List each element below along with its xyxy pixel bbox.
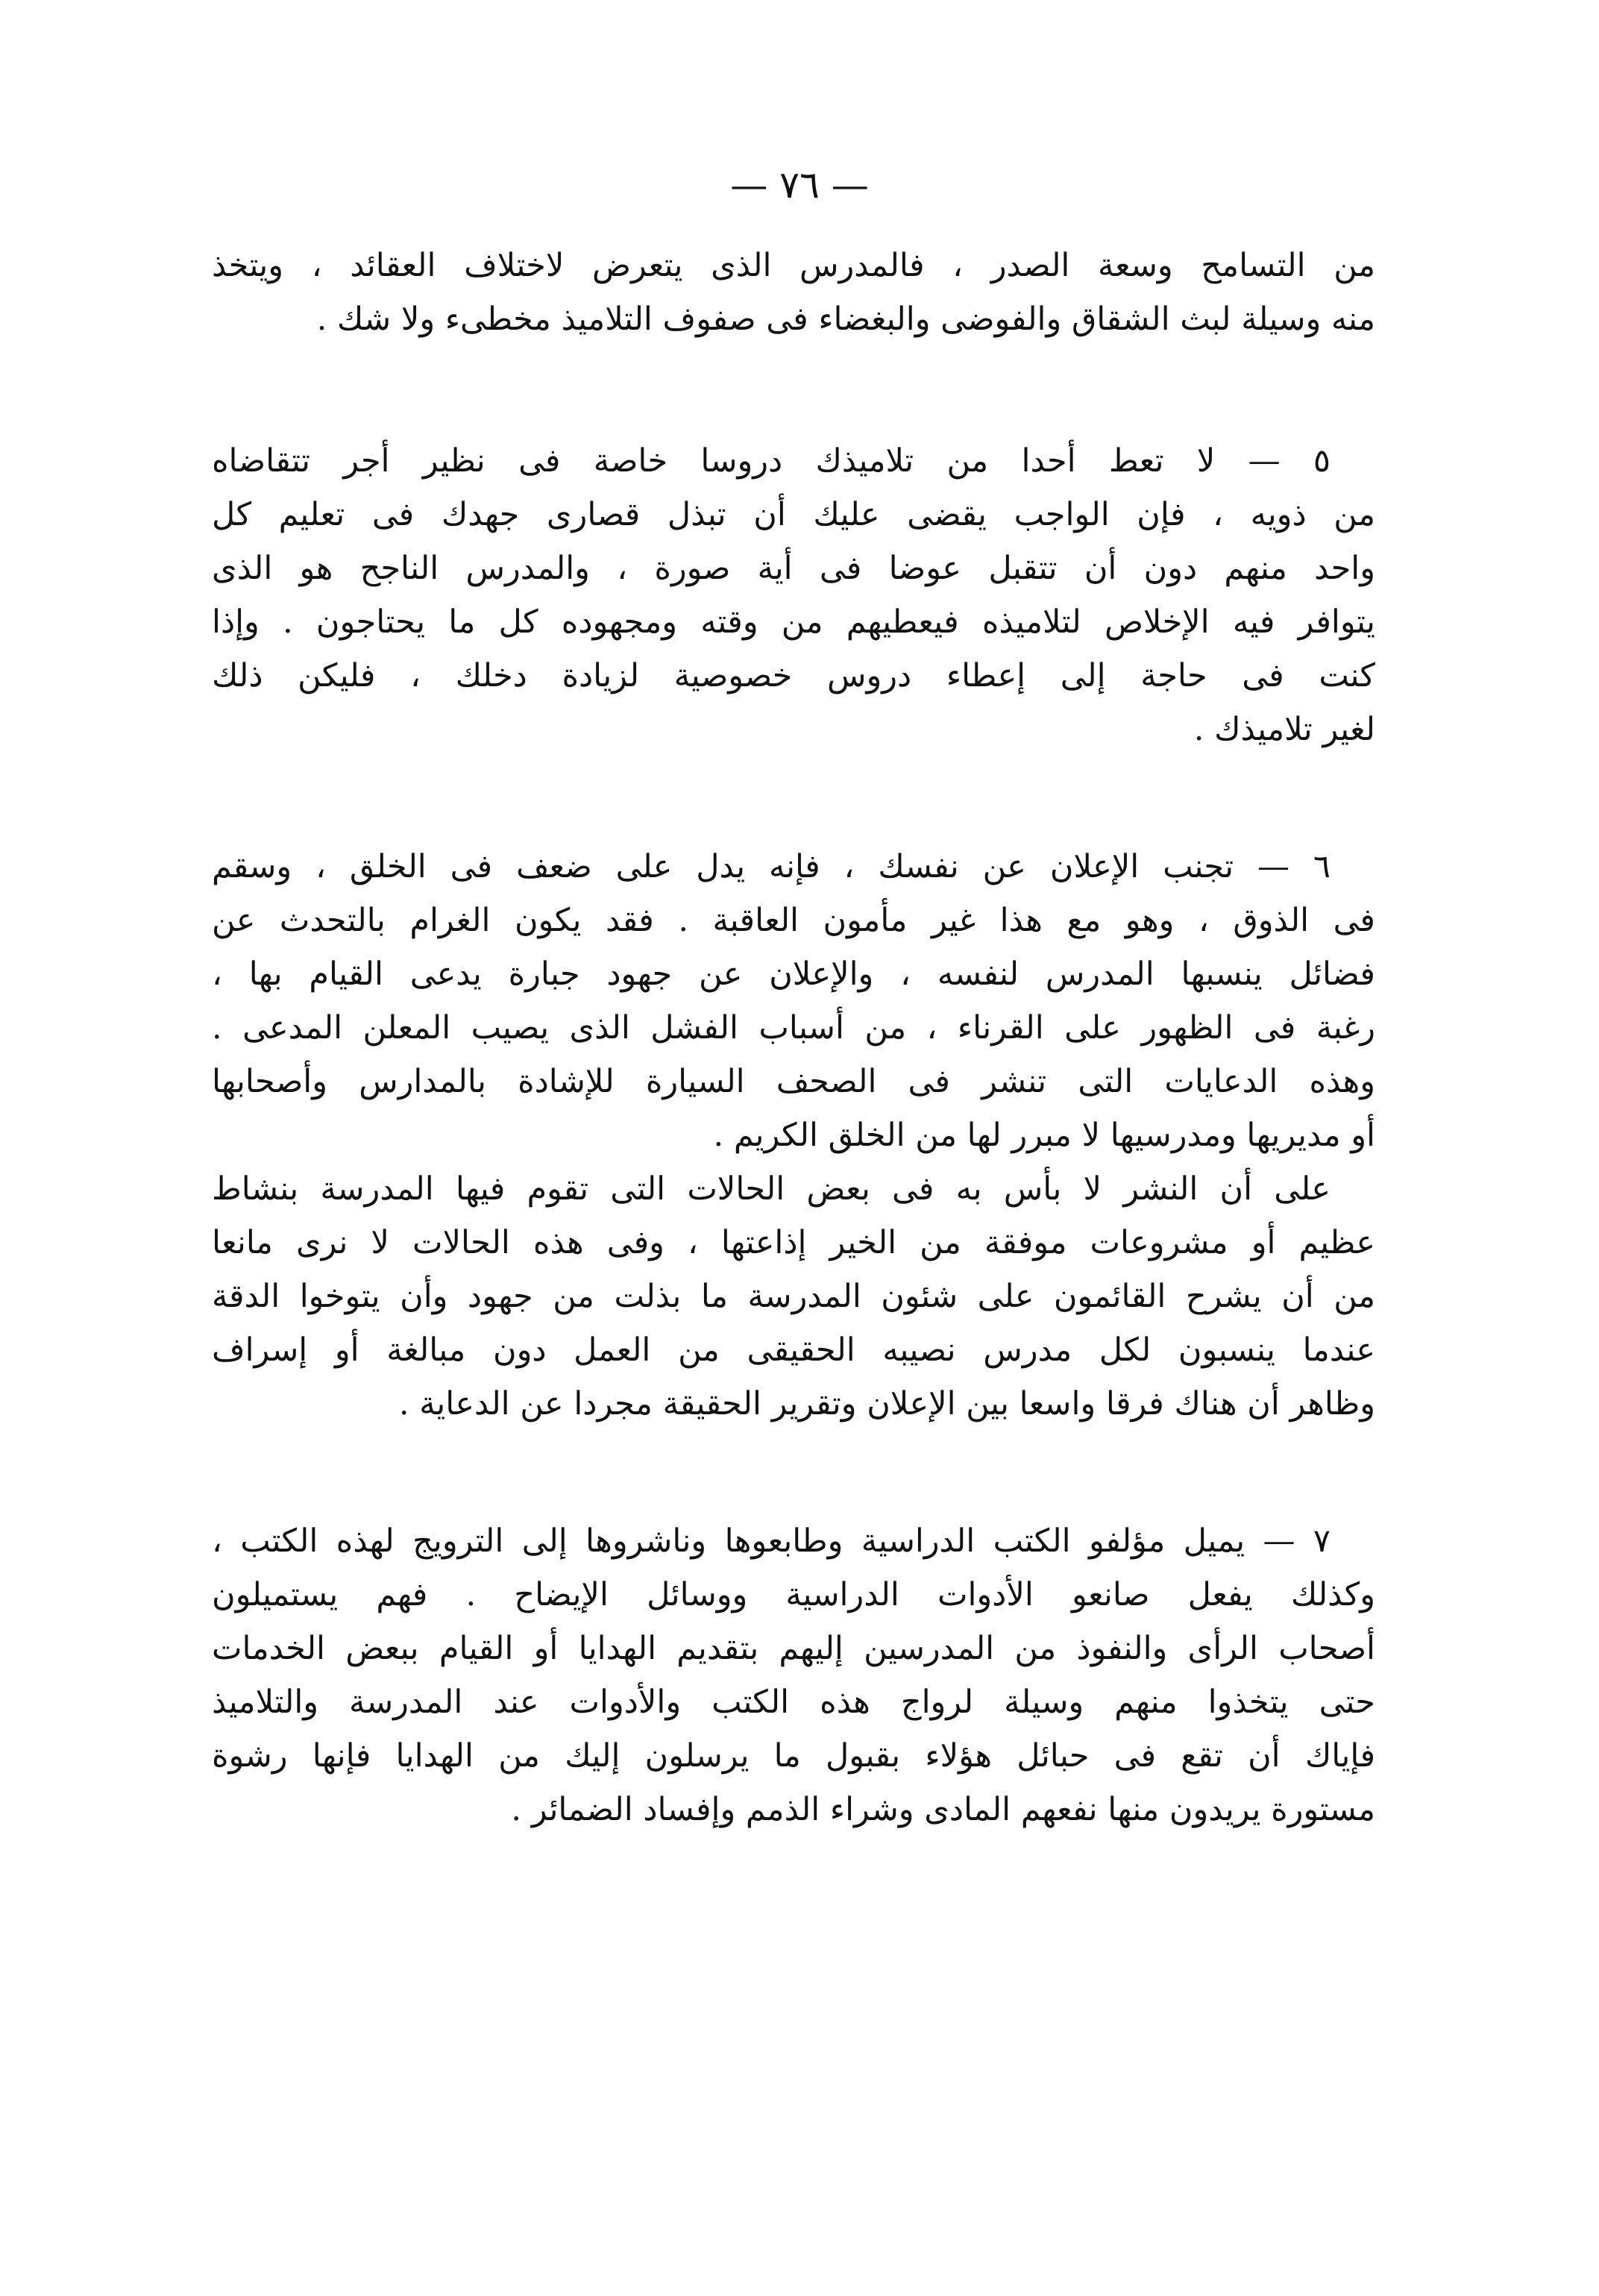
text-line: أو مديريها ومدرسيها لا مبرر لها من الخلق الكريم . <box>713 1117 1375 1154</box>
text-line: ٥ — لا تعط أحدا من تلاميذك دروسا خاصة فى نظير أجر تتقاضاه <box>212 442 1331 480</box>
text-line: فإياك أن تقع فى حبائل هؤلاء بقبول ما يرسلون إليك من الهدايا فإنها رشوة <box>212 1737 1375 1775</box>
text-line: ٧ — يميل مؤلفو الكتب الدراسية وطابعوها وناشروها إلى الترويج لهذه الكتب ، <box>212 1522 1331 1560</box>
paragraph-intro <box>212 239 1375 346</box>
text-line: رغبة فى الظهور على القرناء ، من أسباب الفشل الذى يصيب المعلن المدعى . <box>212 1009 1375 1047</box>
text-line: حتى يتخذوا منهم وسيلة لرواج هذه الكتب والأدوات عند المدرسة والتلاميذ <box>212 1684 1375 1721</box>
text-line: كنت فى حاجة إلى إعطاء دروس خصوصية لزيادة دخلك ، فليكن ذلك <box>212 657 1375 694</box>
text-line: واحد منهم دون أن تتقبل عوضا فى أية صورة ، والمدرس الناجح هو الذى <box>212 550 1375 587</box>
text-line: من ذويه ، فإن الواجب يقضى عليك أن تبذل قصارى جهدك فى تعليم كل <box>212 496 1375 533</box>
text-line: مستورة يريدون منها نفعهم المادى وشراء الذمم وإفساد الضمائر . <box>511 1791 1375 1828</box>
text-line: فضائل ينسبها المدرس لنفسه ، والإعلان عن جهود جبارة يدعى القيام بها ، <box>212 956 1375 993</box>
text-line: منه وسيلة لبث الشقاق والفوضى والبغضاء فى صفوف التلاميذ مخطىء ولا شك . <box>316 301 1375 338</box>
text-line: وظاهر أن هناك فرقا واسعا بين الإعلان وتقرير الحقيقة مجردا عن الدعاية . <box>398 1385 1375 1423</box>
page-body <box>212 239 1375 1837</box>
text-line: وكذلك يفعل صانعو الأدوات الدراسية ووسائل الإيضاح . فهم يستميلون <box>212 1576 1375 1613</box>
text-line: على أن النشر لا بأس به فى بعض الحالات التى تقوم فيها المدرسة بنشاط <box>212 1170 1331 1208</box>
text-line: فى الذوق ، وهو مع هذا غير مأمون العاقبة . فقد يكون الغرام بالتحدث عن <box>212 902 1375 939</box>
paragraph-publishing <box>212 1162 1375 1431</box>
text-line: لغير تلاميذك . <box>1193 711 1375 748</box>
page-number: — ٧٦ — <box>730 163 869 207</box>
paragraph-item-6 <box>212 840 1375 1162</box>
paragraph-item-5 <box>212 434 1375 756</box>
text-line: ٦ — تجنب الإعلان عن نفسك ، فإنه يدل على ضعف فى الخلق ، وسقم <box>212 848 1331 885</box>
text-line: يتوافر فيه الإخلاص لتلاميذه فيعطيهم من وقته ومجهوده كل ما يحتاجون . وإذا <box>212 603 1375 641</box>
paragraph-item-7 <box>212 1514 1375 1837</box>
text-line: عندما ينسبون لكل مدرس نصيبه الحقيقى من العمل دون مبالغة أو إسراف <box>212 1332 1375 1369</box>
text-line: من أن يشرح القائمون على شئون المدرسة ما بذلت من جهود وأن يتوخوا الدقة <box>212 1278 1375 1315</box>
text-line: أصحاب الرأى والنفوذ من المدرسين إليهم بتقديم الهدايا أو القيام ببعض الخدمات <box>212 1630 1375 1667</box>
text-line: وهذه الدعايات التى تنشر فى الصحف السيارة للإشادة بالمدارس وأصحابها <box>212 1063 1375 1100</box>
text-line: من التسامح وسعة الصدر ، فالمدرس الذى يتعرض لاختلاف العقائد ، ويتخذ <box>212 247 1375 284</box>
text-line: عظيم أو مشروعات موفقة من الخير إذاعتها ، وفى هذه الحالات لا نرى مانعا <box>212 1224 1375 1261</box>
